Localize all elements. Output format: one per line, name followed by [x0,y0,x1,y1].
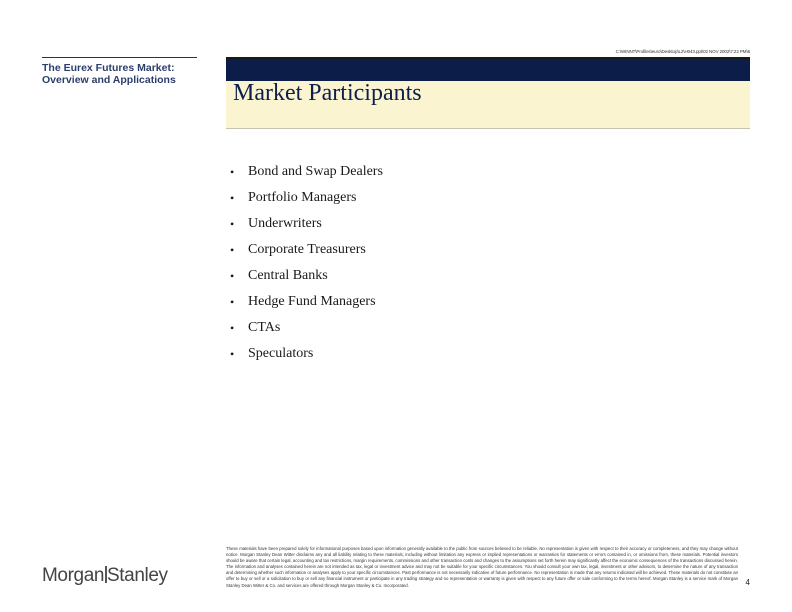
bullet-dot-icon: • [230,217,235,231]
bullet-dot-icon: • [230,191,235,205]
list-item [230,267,383,293]
bullet-dot-icon: • [230,243,235,257]
file-path-stamp: C:\WINNT\Profiles\euro\Desktop\L2\H043.ppt\02 NOV 2002\7:22 PM\6 [615,49,750,54]
page-number: 4 [745,578,750,587]
legal-disclaimer: These materials have been prepared solely for informational purposes based upon information generally available to the public from sources believed to be reliable. No representation is given with respect to their accuracy or completeness, and they may change without notice. Morgan Stanley Dean Witter disclaims any and all liability relating to these materials, including without limitation any express or implied representations or warranties for statements or errors contained in, or omissions from, these materials. Potential investors should be aware that certain legal, accounting and tax restrictions, margin requirements, commissions and other transaction costs and changes to the assumptions set forth herein may significantly affect the economic consequences of the transactions discussed herein. The information and analyses contained herein are not intended as tax, legal or investment advice and may not be suitable for your specific circumstances. You should consult your own tax, legal, investment or other advisors, to determine the nature of any transaction and determining whether such information or analyses apply to your specific circumstances. Past performance is not necessarily indicative of future performance. No representation is made that any returns indicated will be achieved. These materials do not constitute an offer to buy or sell or a solicitation to buy or sell any financial instrument or participate in any trading strategy and no representation or warranty is given with respect to any future offer or sale conforming to the terms hereof. Morgan Stanley is a service mark of Morgan Stanley Dean Witter & Co. and services are offered through Morgan Stanley & Co. Incorporated. [226,546,738,588]
deck-title: The Eurex Futures Market: Overview and Applications [42,62,176,86]
list-item-text: Central Banks [248,268,328,283]
list-item [230,189,383,215]
list-item-text: Underwriters [248,216,322,231]
logo-word-stanley: Stanley [107,565,168,586]
list-item [230,293,383,319]
list-item [230,215,383,241]
list-item-text: Corporate Treasurers [248,242,366,257]
logo-word-morgan: Morgan [42,565,105,586]
bullet-dot-icon: • [230,347,235,361]
list-item-text: Bond and Swap Dealers [248,164,383,179]
list-item [230,319,383,345]
list-item-text: CTAs [248,320,281,335]
participants-list [230,163,383,371]
list-item-text: Speculators [248,346,314,361]
bullet-dot-icon: • [230,269,235,283]
list-item [230,163,383,189]
title-band [226,59,750,81]
bullet-dot-icon: • [230,321,235,335]
list-item-text: Portfolio Managers [248,190,357,205]
slide-title: Market Participants [233,80,422,106]
morgan-stanley-logo [42,565,168,587]
list-item [230,345,383,371]
list-item-text: Hedge Fund Managers [248,294,376,309]
list-item [230,241,383,267]
bullet-dot-icon: • [230,295,235,309]
title-bottom-rule [226,128,750,129]
bullet-dot-icon: • [230,165,235,179]
deck-title-rule [42,57,197,58]
